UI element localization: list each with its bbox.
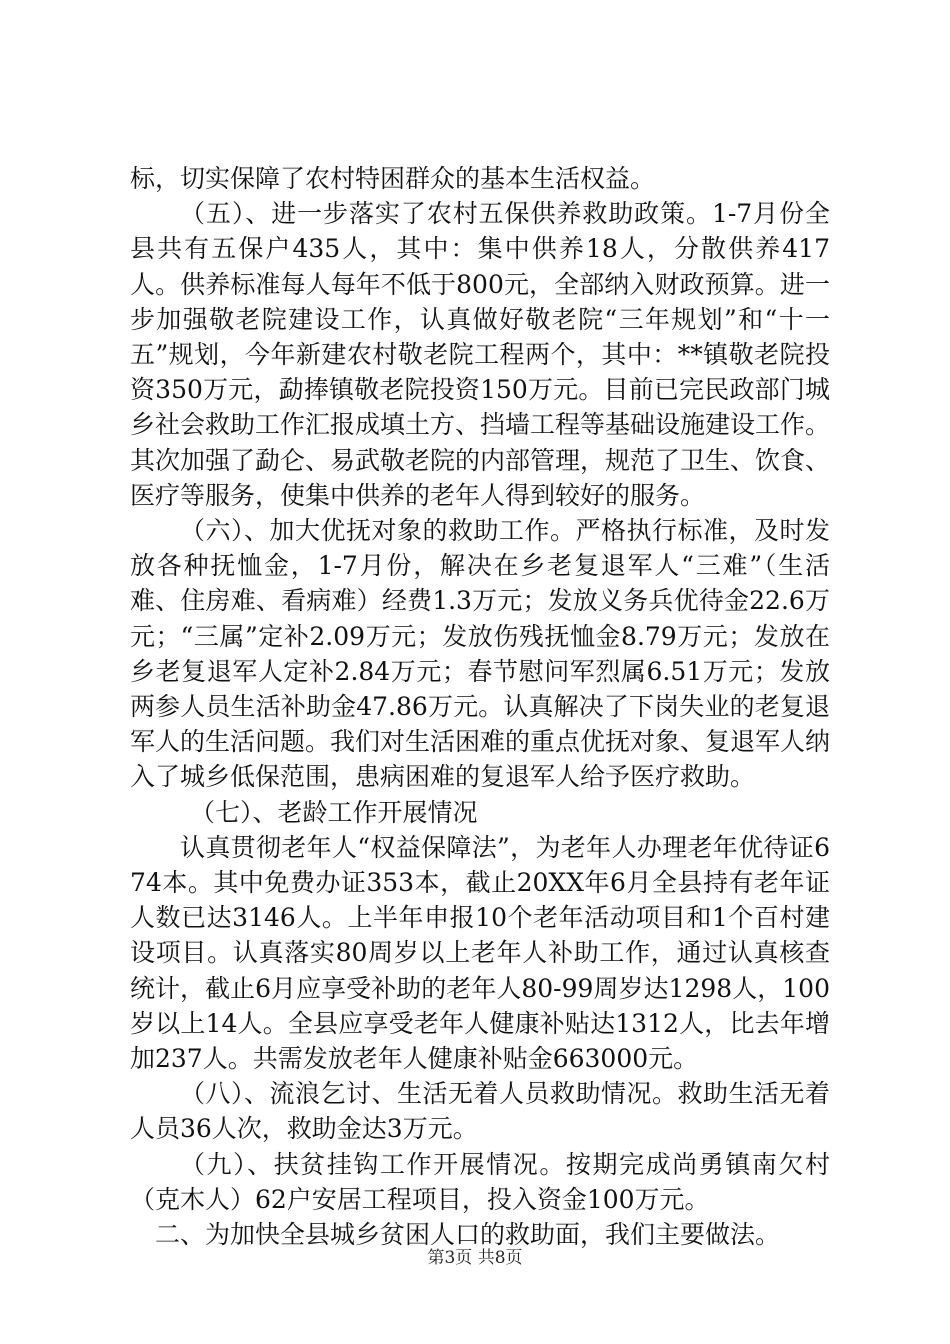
page-number-footer: 第3页 共8页: [427, 1248, 523, 1268]
paragraph-section-7-body: 认真贯彻老年人“权益保障法”，为老年人办理老年优待证674本。其中免费办证353本，截止20XX年6月全县持有老年证人数已达3146人。上半年申报10个老年活动项目和1个百村建设项目。认真落实80周岁以上老年人补助工作，通过认真核查统计，截止6月应享受补助的老年人80-99周岁达1298人，100岁以上14人。全县应享受老年人健康补贴达1312人，比去年增加237人。共需发放老年人健康补贴金663000元。: [130, 832, 830, 1074]
paragraph-section-8: （八）、流浪乞讨、生活无着人员救助情况。救助生活无着人员36人次，救助金达3万元。: [130, 1079, 830, 1144]
paragraph-section-5: （五）、进一步落实了农村五保供养救助政策。1-7月份全县共有五保户435人，其中：集中供养18人，分散供养417人。供养标准每人每年不低于800元，全部纳入财政预算。进一步加强敬老院建设工作，认真做好敬老院“三年规划”和“十一五”规划，今年新建农村敬老院工程两个，其中：**镇敬老院投资350万元，勐捧镇敬老院投资150万元。目前已完民政部门城乡社会救助工作汇报成填土方、挡墙工程等基础设施建设工作。其次加强了勐仑、易武敬老院的内部管理，规范了卫生、饮食、医疗等服务，使集中供养的老年人得到较好的服务。: [130, 199, 831, 510]
paragraph-section-9: （九）、扶贫挂钩工作开展情况。按期完成尚勇镇南欠村（克木人）62户安居工程项目，投入资金100万元。: [130, 1149, 830, 1214]
paragraph-continuation: 标，切实保障了农村特困群众的基本生活权益。: [130, 164, 656, 193]
heading-section-7: （七）、老龄工作开展情况: [190, 797, 478, 827]
paragraph-section-6: （六）、加大优抚对象的救助工作。严格执行标准，及时发放各种抚恤金，1-7月份，解决在乡老复退军人“三难”（生活难、住房难、看病难）经费1.3万元；发放义务兵优待金22.6万元；“三属”定补2.09万元；发放伤残抚恤金8.79万元；发放在乡老复退军人定补2.84万元；春节慰问军烈属6.51万元；发放两参人员生活补助金47.86万元。认真解决了下岗失业的老复退军人的生活问题。我们对生活困难的重点优抚对象、复退军人纳入了城乡低保范围，患病困难的复退军人给予医疗救助。: [130, 516, 831, 792]
heading-part-2: 二、为加快全县城乡贫困人口的救助面，我们主要做法。: [155, 1220, 781, 1250]
document-body: [130, 161, 830, 1252]
